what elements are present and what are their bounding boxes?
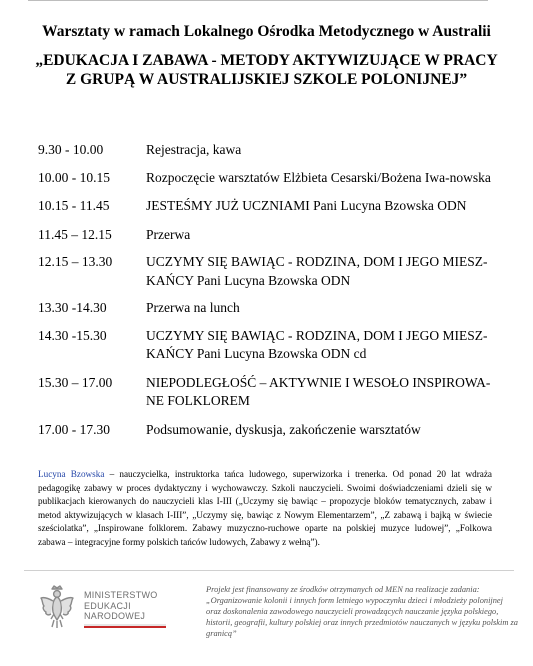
ministry-logo — [40, 584, 180, 640]
schedule-desc: Podsumowanie, dyskusja, zakończenie warsztatów — [146, 421, 421, 437]
schedule-row — [38, 197, 508, 216]
schedule-desc: NIEPODLEGŁOŚĆ – AKTYWNIE I WESOŁO INSPIROWA-NE FOLKLOREM — [146, 374, 491, 408]
schedule-row — [38, 141, 508, 160]
schedule-desc: UCZYMY SIĘ BAWIĄC - RODZINA, DOM I JEGO MIESZ-KAŃCY Pani Lucyna Bzowska ODN cd — [146, 327, 488, 361]
flag-red-stripe — [84, 626, 166, 628]
schedule-desc: Rozpoczęcie warsztatów Elżbieta Cesarski/Bożena Iwa-nowska — [146, 169, 491, 185]
bio-text: – nauczycielka, instruktorka tańca ludowego, superwizorka i trenerka. Od ponad 20 lat wdraża pedagogikę zabawy w proces dydaktyczny i wychowawczy. Szkoli nauczycieli. Swoimi doświadczeniami dzieli się w publikacjach kierowanych do nauczycieli klas I-III („Uczymy się bawiąc – propozycje bloków tematycznych, zabaw i metod aktywizujących w klasach I-III”, „Uczymy się, bawiąc z Nowym Elementarzem”, „Z zabawą i bajką w świecie sześciolatka”, „Inspirowane folklorem. Zabawy muzyczno-ruchowe oparte na polskiej muzyce ludowej”, „Folkowa zabawa – integracyjne formy polskich tańców ludowych, Zabawy z wełną”). — [38, 469, 492, 547]
schedule-desc: Rejestracja, kawa — [146, 142, 242, 157]
schedule-row — [38, 253, 508, 290]
ministry-line: EDUKACJI — [84, 600, 131, 611]
schedule-row — [38, 299, 508, 318]
ministry-line: MINISTERSTWO — [84, 590, 158, 600]
workshop-title: „EDUKACJA I ZABAWA - METODY AKTYWIZUJĄCE W PRACY Z GRUPĄ W AUSTRALIJSKIEJ SZKOLE POLONIJNEJ” — [35, 52, 498, 88]
schedule-time: 9.30 - 10.00 — [38, 142, 104, 157]
schedule-time: 17.00 - 17.30 — [38, 421, 110, 437]
header — [0, 22, 533, 89]
schedule-row — [38, 327, 508, 364]
schedule-row — [38, 169, 508, 188]
bio-paragraph — [38, 468, 492, 549]
top-rule — [28, 0, 488, 1]
footer-divider — [24, 570, 514, 571]
funding-note: Projekt jest finansowany ze środków otrzymanych od MEN na realizacje zadania: „Organizowanie kolonii i innych form letniego wypoczynku dzieci i młodzieży polonijnej oraz doskonalenia zawodowego nauczycieli prowadzących nauczanie języka polskiego, historii, geografii, kultury polskiej oraz innych przedmiotów nauczanych w języku polskim za granicą” — [206, 585, 518, 638]
schedule-time: 10.00 - 10.15 — [38, 169, 110, 185]
schedule-desc: JESTEŚMY JUŻ UCZNIAMI Pani Lucyna Bzowska ODN — [146, 198, 467, 213]
schedule-row — [38, 421, 508, 440]
schedule-list — [38, 141, 508, 439]
schedule-time: 15.30 – 17.00 — [38, 374, 113, 390]
schedule-time: 14.30 -15.30 — [38, 327, 107, 343]
ministry-line: NARODOWEJ — [84, 611, 146, 621]
page-title: Warsztaty w ramach Lokalnego Ośrodka Metodycznego w Australii — [42, 23, 491, 40]
schedule-time: 11.45 – 12.15 — [38, 226, 112, 242]
polish-eagle-emblem-icon — [40, 584, 74, 630]
ministry-name — [84, 590, 158, 622]
bio-name: Lucyna Bzowska — [38, 469, 105, 479]
schedule-time: 13.30 -14.30 — [38, 300, 107, 315]
schedule-time: 10.15 - 11.45 — [38, 198, 110, 213]
flag-stripe — [84, 624, 166, 628]
schedule-desc: UCZYMY SIĘ BAWIĄC - RODZINA, DOM I JEGO MIESZ-KAŃCY Pani Lucyna Bzowska ODN — [146, 254, 488, 288]
schedule-time: 12.15 – 13.30 — [38, 254, 113, 269]
schedule-desc: Przerwa na lunch — [146, 300, 240, 315]
schedule-row — [38, 226, 508, 245]
schedule-desc: Przerwa — [146, 226, 191, 242]
schedule-row — [38, 374, 508, 411]
